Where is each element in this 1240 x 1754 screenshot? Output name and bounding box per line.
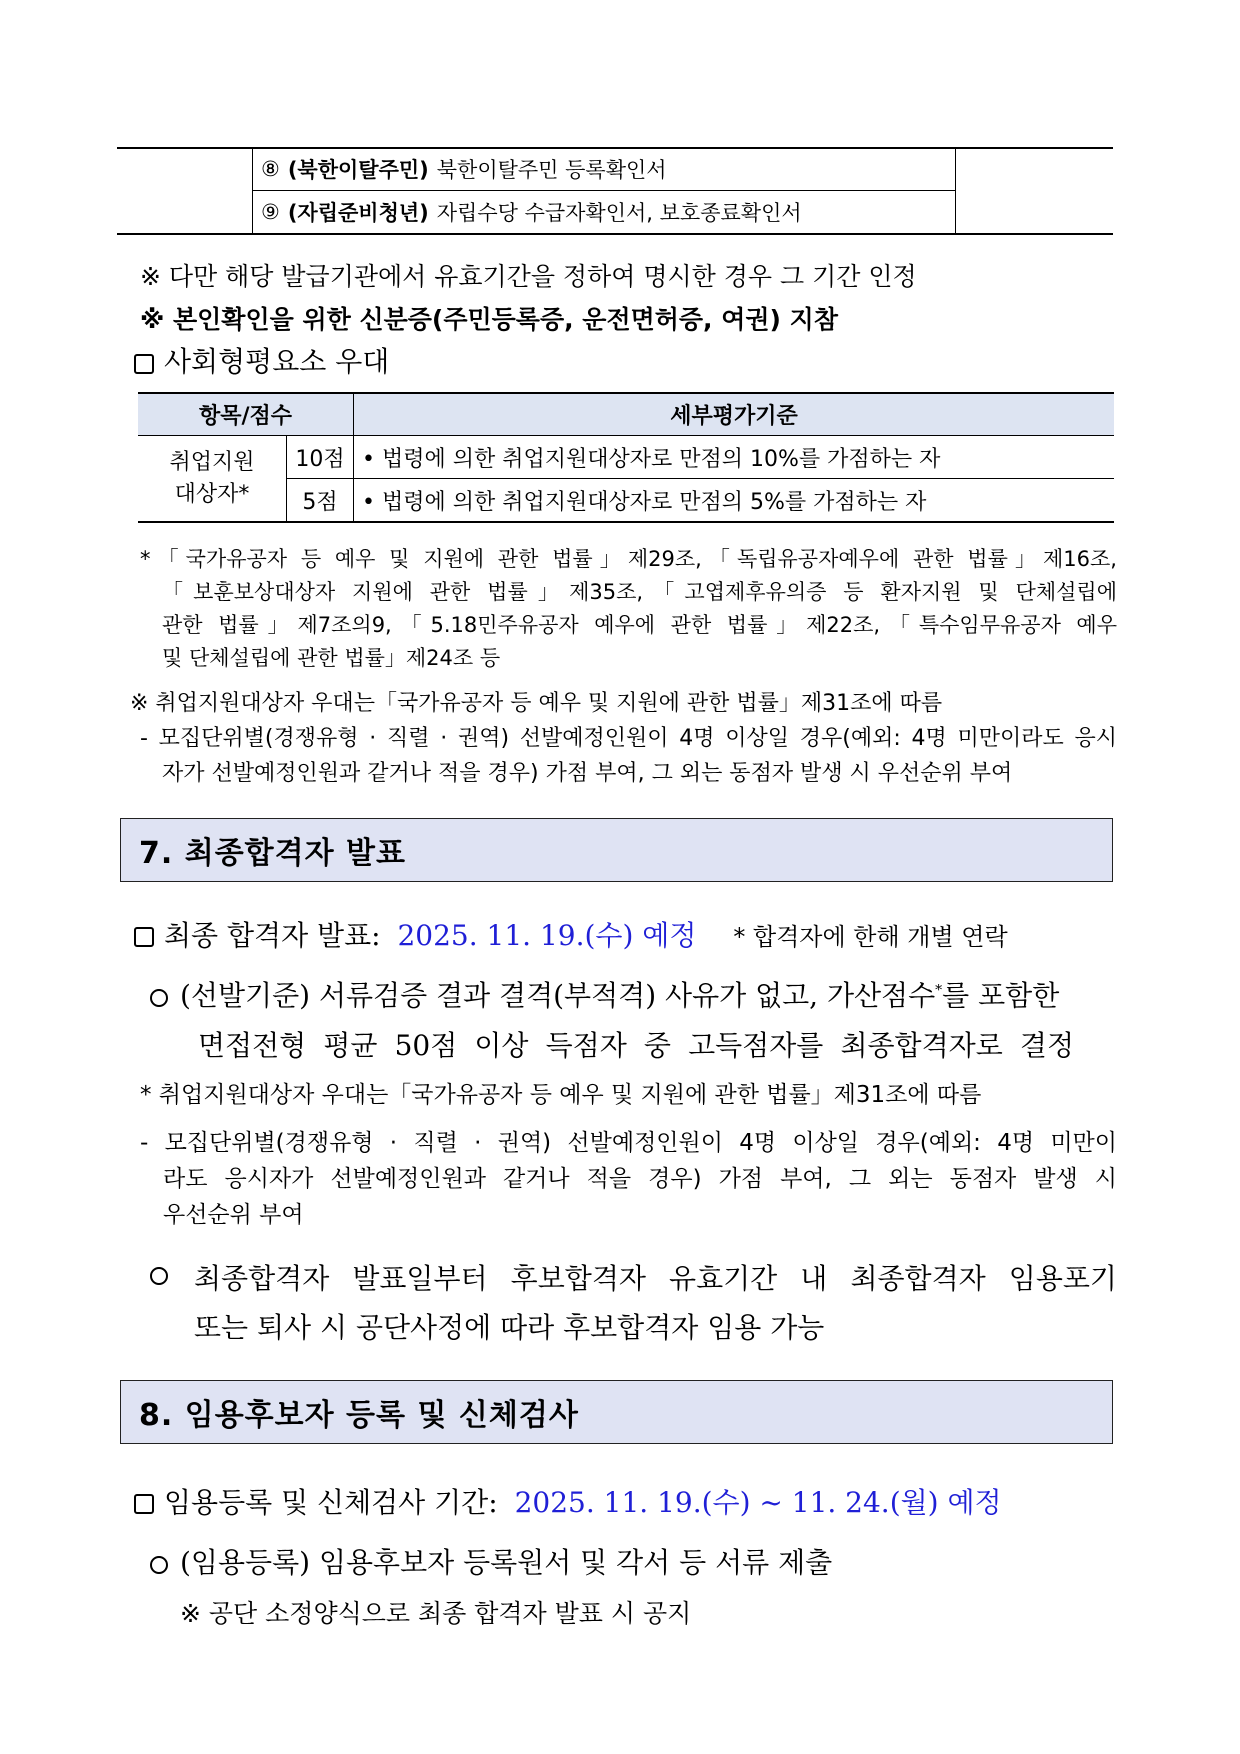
- period-line: 임용등록 및 신체검사 기간: 2025. 11. 19.(수) ~ 11. 24.(월) 예정: [134, 1481, 1002, 1521]
- checkbox-icon: [134, 354, 154, 374]
- row-text: 자립수당 수급자확인서, 보호종료확인서: [436, 201, 802, 225]
- row-number: ⑨: [261, 200, 280, 224]
- checkbox-icon: [134, 927, 154, 947]
- header-criteria: 세부평가기준: [670, 403, 798, 429]
- circle-bullet-icon: [150, 1556, 168, 1574]
- section-8-banner: 8. 임용후보자 등록 및 신체검사: [120, 1380, 1113, 1444]
- category-cell: 취업지원 대상자*: [169, 450, 255, 507]
- star-note: * 취업지원대상자 우대는「국가유공자 등 예우 및 지원에 관한 법률」제31조에 따름: [140, 1082, 982, 1108]
- criteria-cell: • 법령에 의한 취업지원대상자로 만점의 10%를 가점하는 자: [362, 446, 941, 472]
- backup-line-2: 또는 퇴사 시 공단사정에 따라 후보합격자 임용 가능: [194, 1311, 825, 1344]
- section-7-banner: 7. 최종합격자 발표: [120, 818, 1113, 882]
- row-label: (자립준비청년): [287, 201, 429, 225]
- circle-bullet-icon: [150, 989, 168, 1007]
- row-text: 북한이탈주민 등록확인서: [436, 158, 667, 182]
- table-row: [253, 148, 953, 190]
- registration-note: ※ 공단 소정양식으로 최종 합격자 발표 시 공지: [180, 1599, 692, 1628]
- row-number: ⑧: [261, 157, 280, 181]
- id-note: ※ 본인확인을 위한 신분증(주민등록증, 운전면허증, 여권) 지참: [140, 305, 838, 334]
- registration-line: (임용등록) 임용후보자 등록원서 및 각서 등 서류 제출: [150, 1541, 832, 1581]
- announce-line: 최종 합격자 발표: 2025. 11. 19.(수) 예정 * 합격자에 한해 개별 연락: [134, 914, 1008, 954]
- score-cell: 5점: [302, 489, 338, 515]
- circle-bullet-icon: [150, 1267, 168, 1285]
- validity-note: ※ 다만 해당 발급기관에서 유효기간을 정하여 명시한 경우 그 기간 인정: [140, 262, 917, 291]
- backup-line-1: 최종합격자 발표일부터 후보합격자 유효기간 내 최종합격자 임용포기: [194, 1262, 1117, 1295]
- table-row: [253, 191, 953, 233]
- checkbox-icon: [134, 1494, 154, 1514]
- social-equity-heading: 사회형평요소 우대: [134, 340, 389, 380]
- announce-note: * 합격자에 한해 개별 연락: [733, 923, 1008, 951]
- header-item-score: 항목/점수: [198, 403, 293, 429]
- criteria-cell: • 법령에 의한 취업지원대상자로 만점의 5%를 가점하는 자: [362, 489, 927, 515]
- announce-date: 2025. 11. 19.(수) 예정: [397, 919, 697, 952]
- score-cell: 10점: [295, 446, 345, 472]
- selection-criteria-cont: 면접전형 평균 50점 이상 득점자 중 고득점자를 최종합격자로 결정: [198, 1029, 1074, 1062]
- row-label: (북한이탈주민): [287, 158, 429, 182]
- backup-candidates: [150, 1257, 180, 1290]
- selection-criteria: (선발기준) 서류검증 결과 결격(부적격) 사유가 없고, 가산점수*를 포함한: [150, 974, 1059, 1014]
- support-note: ※ 취업지원대상자 우대는「국가유공자 등 예우 및 지원에 관한 법률」제31조에 따름: [130, 691, 943, 716]
- period-date: 2025. 11. 19.(수) ~ 11. 24.(월) 예정: [514, 1486, 1002, 1519]
